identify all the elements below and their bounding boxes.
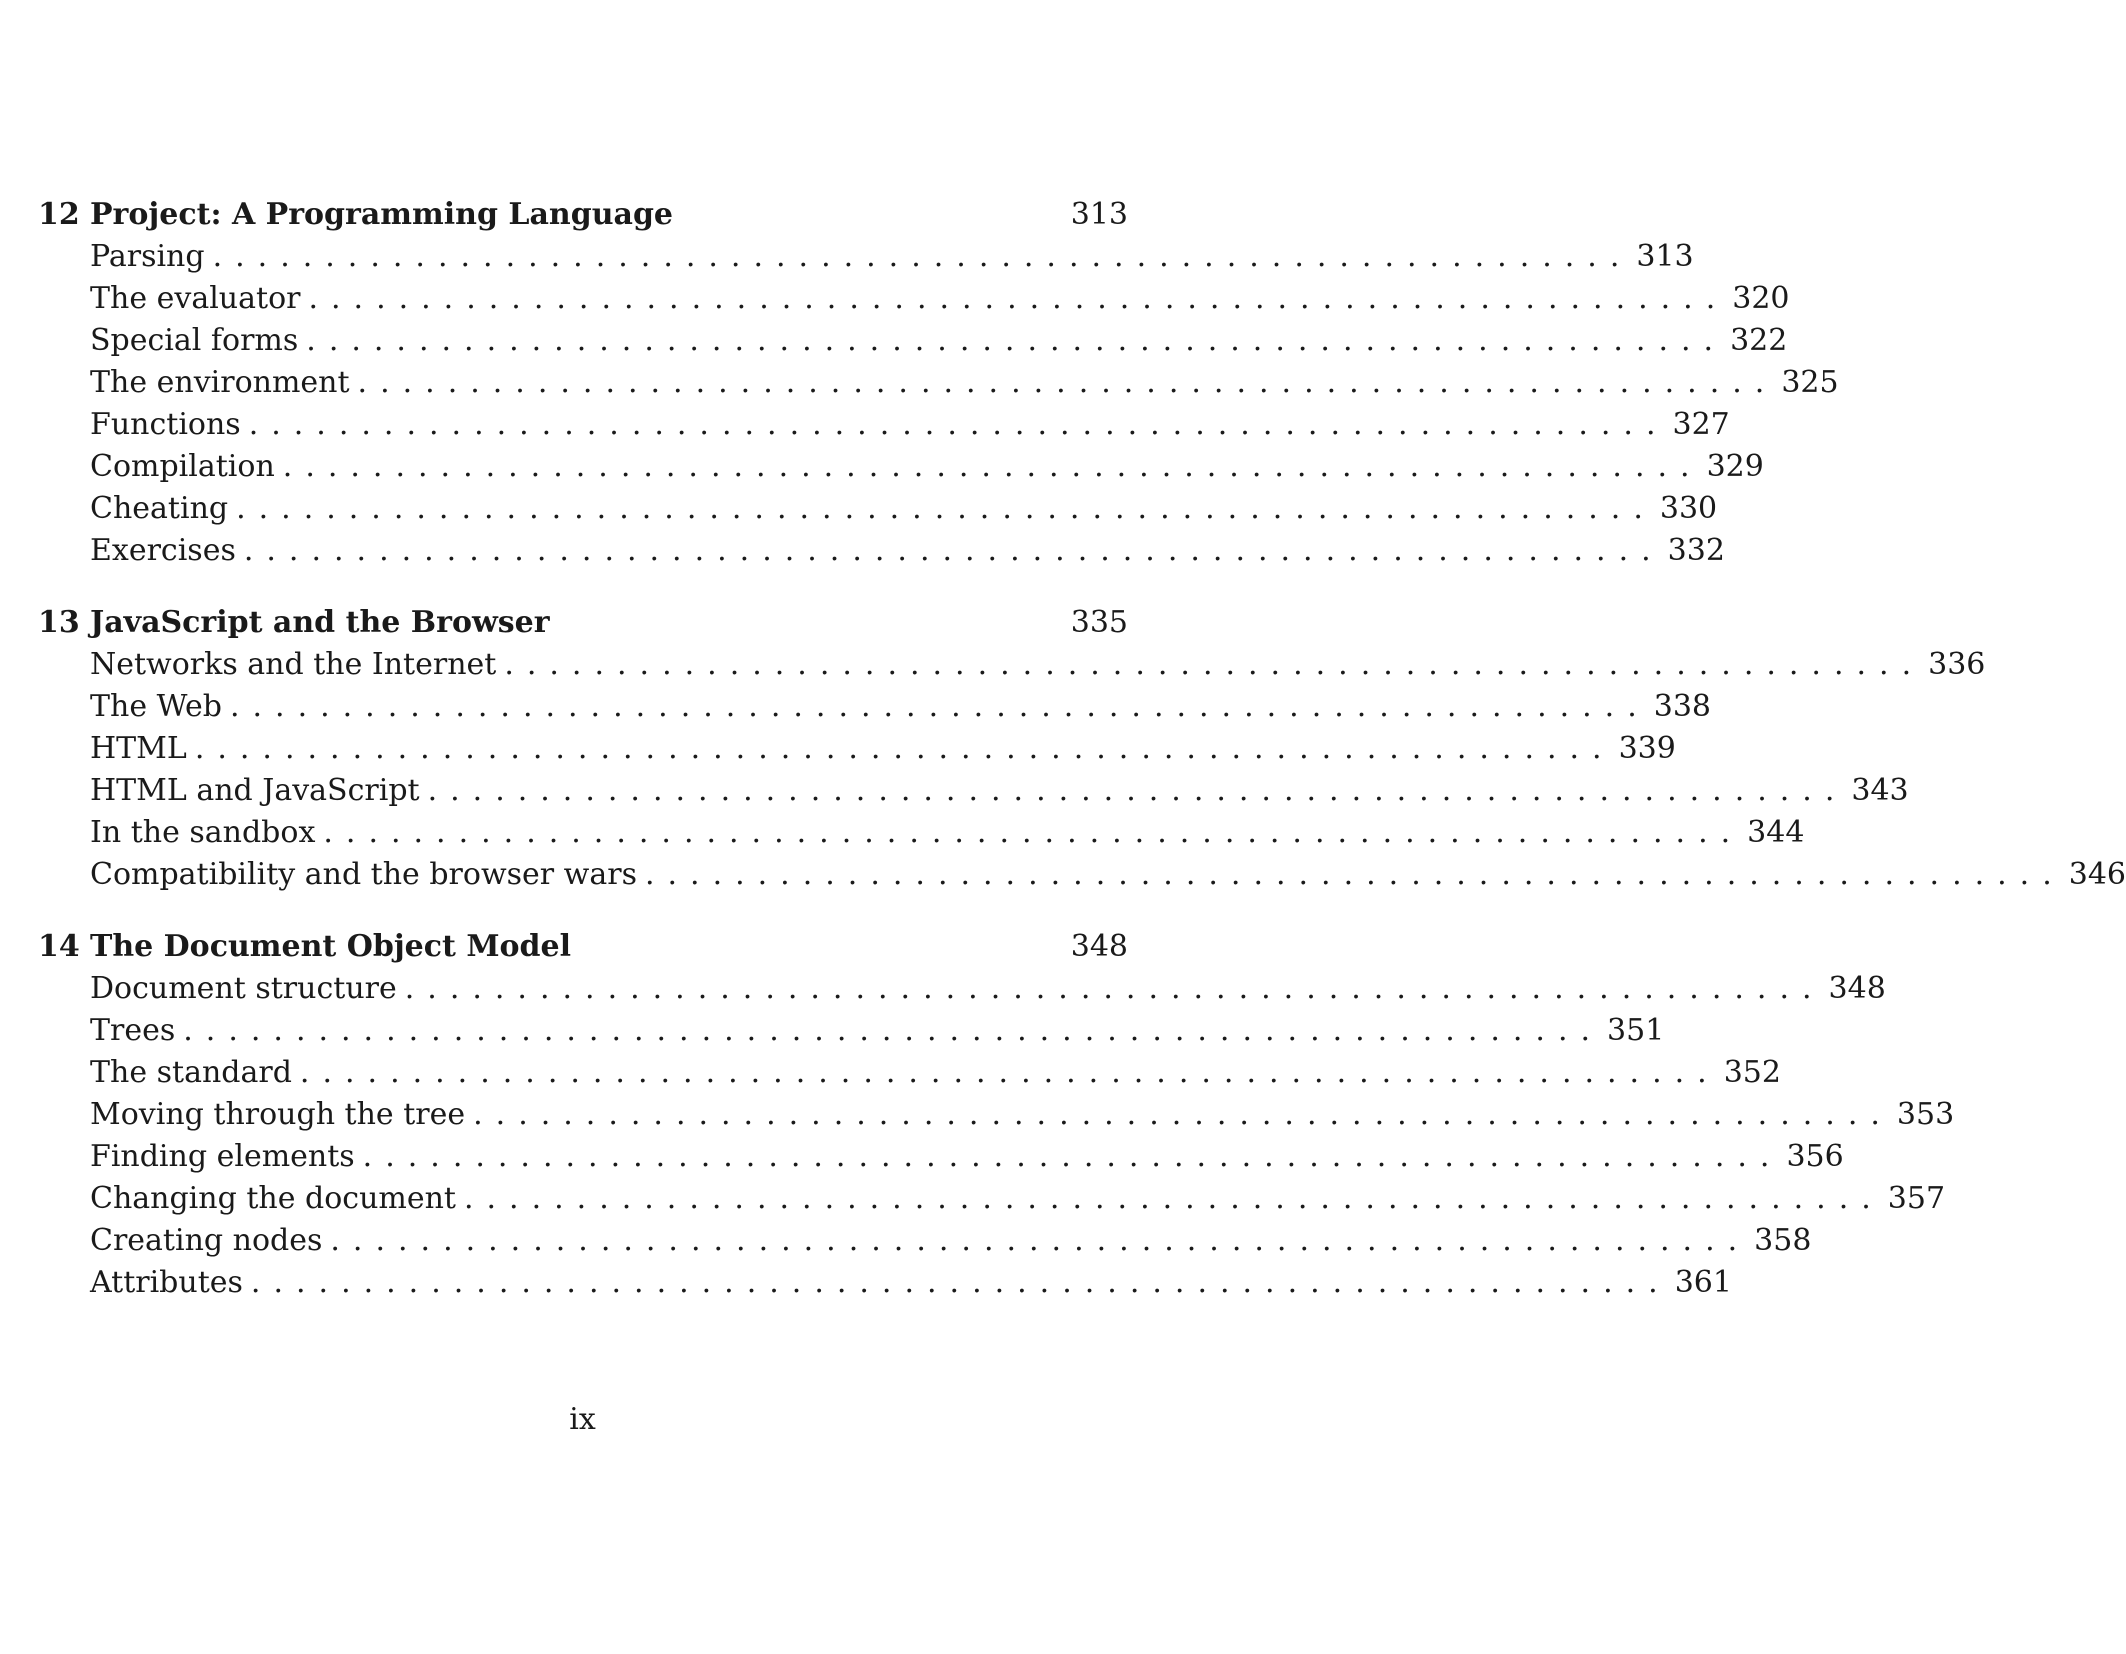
dot-leader: ............................................................... — [362, 1139, 1783, 1174]
entry-title: Cheating — [90, 491, 229, 526]
toc-entry[interactable] — [38, 686, 1712, 728]
toc-entry[interactable] — [38, 1220, 1812, 1262]
entry-page: 320 — [1732, 281, 1790, 316]
toc-entry[interactable] — [38, 404, 1730, 446]
dot-leader: ............................................................... — [243, 533, 1664, 568]
entry-title: Compatibility and the browser wars — [90, 857, 637, 892]
toc-entry[interactable] — [38, 644, 1986, 686]
entry-page: 348 — [1828, 971, 1886, 1006]
toc-entry[interactable] — [38, 1262, 1732, 1304]
entry-title: The Web — [90, 689, 222, 724]
chapter-number: 13 — [38, 605, 80, 640]
entry-title: HTML — [90, 731, 187, 766]
dot-leader: ............................................................... — [504, 647, 1925, 682]
toc-entry[interactable] — [38, 278, 1790, 320]
toc-entry[interactable] — [38, 446, 1764, 488]
dot-leader: ............................................................... — [236, 491, 1656, 526]
toc-entry[interactable] — [38, 1178, 1946, 1220]
chapter-13 — [38, 602, 2126, 896]
entry-title: HTML and JavaScript — [90, 773, 420, 808]
dot-leader: ............................................................... — [183, 1013, 1604, 1048]
entry-page: 332 — [1667, 533, 1725, 568]
dot-leader: ............................................................... — [357, 365, 1778, 400]
entry-page: 353 — [1896, 1097, 1955, 1132]
chapter-heading[interactable] — [38, 602, 1128, 644]
toc-entry[interactable] — [38, 728, 1676, 770]
dot-leader: ............................................................... — [308, 281, 1729, 316]
entry-page: 339 — [1618, 731, 1676, 766]
dot-leader: ............................................................... — [248, 407, 1669, 442]
entry-page: 327 — [1672, 407, 1730, 442]
toc-entry[interactable] — [38, 488, 1718, 530]
chapter-heading[interactable] — [38, 926, 1128, 968]
entry-page: 313 — [1636, 239, 1694, 274]
toc-entry[interactable] — [38, 968, 1886, 1010]
entry-page: 336 — [1928, 647, 1986, 682]
entry-page: 325 — [1781, 365, 1839, 400]
entry-title: The standard — [90, 1055, 292, 1090]
entry-title: In the sandbox — [90, 815, 316, 850]
chapter-number: 12 — [38, 197, 80, 232]
dot-leader: ............................................................... — [330, 1223, 1751, 1258]
entry-title: Document structure — [90, 971, 397, 1006]
dot-leader: ............................................................... — [404, 971, 1825, 1006]
chapter-title: JavaScript and the Browser — [90, 605, 550, 640]
chapter-page: 348 — [1070, 929, 1128, 964]
dot-leader: ............................................................... — [463, 1181, 1884, 1216]
toc-entry[interactable] — [38, 236, 1694, 278]
entry-title: Compilation — [90, 449, 275, 484]
chapter-number: 14 — [38, 929, 80, 964]
dot-leader: ............................................................... — [282, 449, 1703, 484]
entry-title: Trees — [90, 1013, 176, 1048]
entry-page: 329 — [1706, 449, 1764, 484]
entry-title: Finding elements — [90, 1139, 355, 1174]
entry-page: 356 — [1786, 1139, 1844, 1174]
entry-page: 322 — [1730, 323, 1788, 358]
toc-entry[interactable] — [38, 854, 2126, 896]
entry-page: 357 — [1887, 1181, 1946, 1216]
entry-title: Exercises — [90, 533, 236, 568]
entry-page: 338 — [1653, 689, 1712, 724]
toc-entry[interactable] — [38, 320, 1788, 362]
entry-page: 351 — [1607, 1013, 1665, 1048]
entry-title: The environment — [90, 365, 350, 400]
chapter-12 — [38, 194, 1839, 572]
toc-entry[interactable] — [38, 530, 1725, 572]
dot-leader: ............................................................... — [212, 239, 1633, 274]
dot-leader: ............................................................... — [427, 773, 1848, 808]
entry-page: 358 — [1754, 1223, 1812, 1258]
dot-leader: ............................................................... — [194, 731, 1615, 766]
toc-entry[interactable] — [38, 362, 1839, 404]
entry-page: 344 — [1747, 815, 1805, 850]
entry-title: Creating nodes — [90, 1223, 323, 1258]
toc-entry[interactable] — [38, 1094, 1955, 1136]
entry-page: 343 — [1851, 773, 1909, 808]
dot-leader: ............................................................... — [299, 1055, 1720, 1090]
dot-leader: ............................................................... — [229, 689, 1650, 724]
entry-title: Functions — [90, 407, 241, 442]
table-of-contents — [38, 194, 2126, 1334]
toc-entry[interactable] — [38, 1136, 1844, 1178]
chapter-14 — [38, 926, 1955, 1304]
chapter-title: Project: A Programming Language — [90, 197, 674, 232]
dot-leader: ............................................................... — [250, 1265, 1671, 1300]
entry-title: Networks and the Internet — [90, 647, 497, 682]
chapter-page: 335 — [1070, 605, 1128, 640]
toc-entry[interactable] — [38, 770, 1909, 812]
entry-page: 361 — [1674, 1265, 1732, 1300]
entry-title: Special forms — [90, 323, 299, 358]
dot-leader: ............................................................... — [323, 815, 1744, 850]
chapter-title: The Document Object Model — [90, 929, 572, 964]
entry-page: 346 — [2068, 857, 2126, 892]
dot-leader: ............................................................... — [306, 323, 1727, 358]
dot-leader: ............................................................... — [473, 1097, 1893, 1132]
toc-entry[interactable] — [38, 812, 1805, 854]
toc-entry[interactable] — [38, 1010, 1665, 1052]
toc-entry[interactable] — [38, 1052, 1781, 1094]
dot-leader: ............................................................... — [644, 857, 2065, 892]
entry-title: Attributes — [90, 1265, 243, 1300]
entry-title: Parsing — [90, 239, 205, 274]
chapter-page: 313 — [1070, 197, 1128, 232]
entry-title: Changing the document — [90, 1181, 456, 1216]
entry-title: The evaluator — [90, 281, 301, 316]
entry-page: 352 — [1723, 1055, 1781, 1090]
entry-title: Moving through the tree — [90, 1097, 466, 1132]
page-number: ix — [569, 1402, 596, 1437]
chapter-heading[interactable] — [38, 194, 1128, 236]
entry-page: 330 — [1659, 491, 1718, 526]
